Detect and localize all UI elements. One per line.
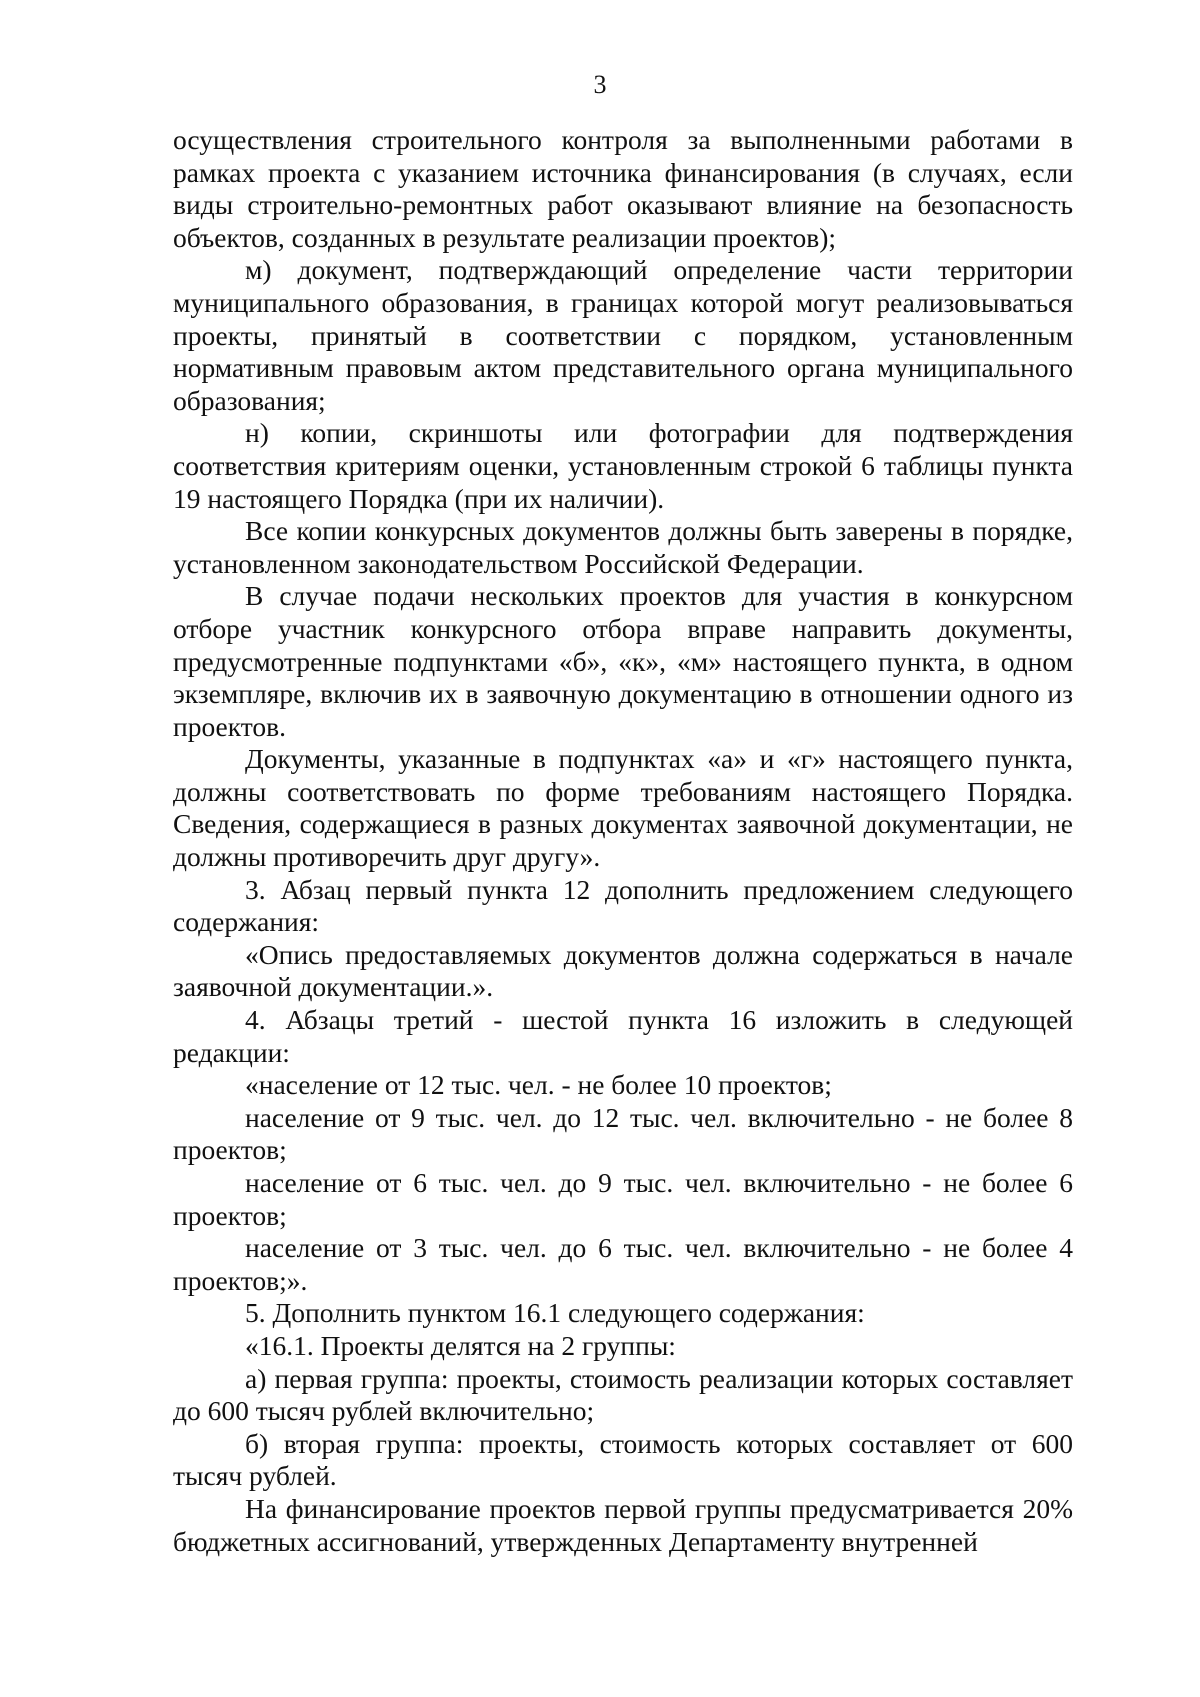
paragraph-amendment-4: 4. Абзацы третий - шестой пункта 16 изложить в следующей редакции: — [173, 1004, 1073, 1068]
paragraph-16-1-heading: «16.1. Проекты делятся на 2 группы: — [245, 1329, 676, 1361]
paragraph-amendment-3-text: «Опись предоставляемых документов должна содержаться в начале заявочной документации.». — [173, 938, 1073, 1003]
paragraph-population-12k: «население от 12 тыс. чел. - не более 10 проектов; — [245, 1069, 832, 1101]
paragraph-item-n: н) копии, скриншоты или фотографии для подтверждения соответствия критериям оценки, установленным строкой 6 таблицы пункта 19 настоящего Порядка (при их наличии). — [173, 417, 1073, 514]
paragraph-item-m: м) документ, подтверждающий определение части территории муниципального образования, в границах которой могут реализовываться проекты, принятый в соответствии с порядком, установленным нормативным правовым актом представительного органа муниципального образования; — [173, 254, 1073, 416]
paragraph-population-3k: население от 3 тыс. чел. до 6 тыс. чел. включительно - не более 4 проектов;». — [173, 1232, 1073, 1296]
paragraph-group-second: б) вторая группа: проекты, стоимость которых составляет от 600 тысяч рублей. — [173, 1427, 1073, 1492]
document-body — [173, 124, 1073, 1558]
paragraph-financing: На финансирование проектов первой группы предусматривается 20% бюджетных ассигнований, утвержденных Департаменту внутренней — [173, 1492, 1073, 1557]
paragraph-amendment-3: 3. Абзац первый пункта 12 дополнить предложением следующего содержания: — [173, 873, 1073, 938]
page-number: 3 — [593, 70, 607, 99]
paragraph-multiple-projects: В случае подачи нескольких проектов для участия в конкурсном отборе участник конкурсного отбора вправе направить документы, предусмотренные подпунктами «б», «к», «м» настоящего пункта, в одном экземпляре, включив их в заявочную документацию в отношении одного из проектов. — [173, 580, 1073, 742]
paragraph-continuation: осуществления строительного контроля за выполненными работами в рамках проекта с указанием источника финансирования (в случаях, если виды строительно-ремонтных работ оказывают влияние на безопасность объектов, созданных в результате реализации проектов); — [173, 124, 1073, 253]
paragraph-population-6k: население от 6 тыс. чел. до 9 тыс. чел. включительно - не более 6 проектов; — [173, 1167, 1073, 1231]
paragraph-group-first: а) первая группа: проекты, стоимость реализации которых составляет до 600 тысяч рублей включительно; — [173, 1362, 1073, 1427]
paragraph-population-9k: население от 9 тыс. чел. до 12 тыс. чел. включительно - не более 8 проектов; — [173, 1101, 1073, 1166]
paragraph-copies-certification: Все копии конкурсных документов должны быть заверены в порядке, установленном законодательством Российской Федерации. — [173, 515, 1073, 579]
paragraph-amendment-5: 5. Дополнить пунктом 16.1 следующего содержания: — [245, 1297, 865, 1329]
paragraph-documents-form: Документы, указанные в подпунктах «а» и «г» настоящего пункта, должны соответствовать по форме требованиям настоящего Порядка. Сведения, содержащиеся в разных документах заявочной документации, не должны противоречить друг другу». — [173, 743, 1073, 873]
